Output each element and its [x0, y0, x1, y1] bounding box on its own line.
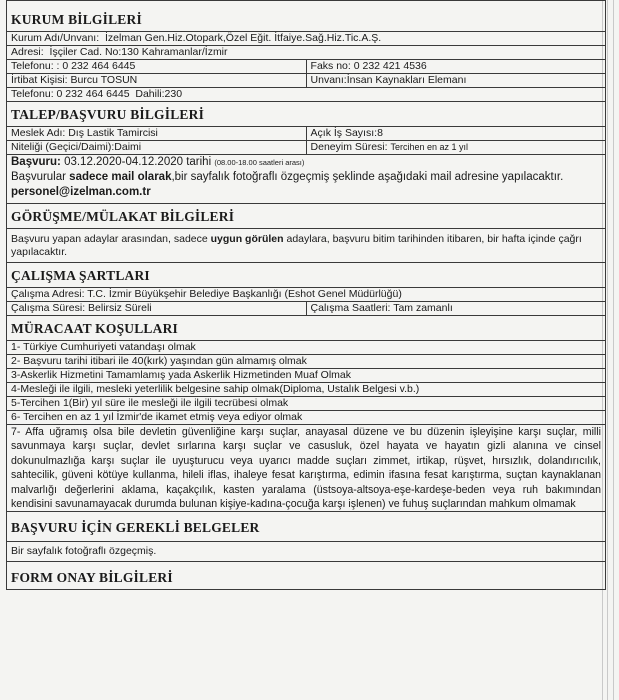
- list-item: [7, 369, 606, 383]
- list-item: [7, 397, 606, 411]
- meslek-value: Dış Lastik Tamircisi: [68, 127, 158, 139]
- field-label: Çalışma Süresi:: [11, 302, 86, 314]
- condition-item-3: 3-Askerlik Hizmetini Tamamlamış yada Askerlik Hizmetinden Muaf Olmak: [7, 369, 606, 383]
- deneyim-cell: [306, 141, 605, 155]
- kurum-adi-cell: [7, 32, 606, 46]
- adres-cell: [7, 46, 606, 60]
- condition-item-6: 6- Tercihen en az 1 yıl İzmir'de ikamet etmiş veya ediyor olmak: [7, 411, 606, 425]
- section-belgeler: [7, 512, 606, 542]
- telefon-value: 0 232 464 6445: [62, 60, 136, 72]
- unvan-cell: [306, 74, 605, 88]
- field-label: Açık İş Sayısı:: [310, 127, 378, 139]
- form-table: [6, 0, 606, 590]
- field-label: Adresi:: [11, 46, 44, 58]
- belgeler-text: Bir sayfalık fotoğraflı özgeçmiş.: [7, 542, 606, 562]
- instruction-emphasis: sadece mail olarak: [69, 171, 172, 183]
- row-adres: [7, 46, 606, 60]
- calisma-adres-value: T.C. İzmir Büyükşehir Belediye Başkanlığı (Eshot Genel Müdürlüğü): [87, 288, 402, 300]
- list-item: [7, 411, 606, 425]
- section-heading: KURUM BİLGİLERİ: [7, 1, 606, 32]
- field-label: Çalışma Adresi:: [11, 288, 85, 300]
- basvuru-cell: [7, 155, 606, 204]
- condition-item-2: 2- Başvuru tarihi itibari ile 40(kırk) yaşından gün almamış olmak: [7, 355, 606, 369]
- gorusme-text: [7, 229, 606, 263]
- calisma-adres-cell: [7, 288, 606, 302]
- instruction-text: ,bir sayfalık fotoğraflı özgeçmiş şeklinde aşağıdaki mail adresine yapılacaktır.: [171, 171, 564, 183]
- faks-cell: [306, 60, 605, 74]
- section-gorusme: [7, 204, 606, 229]
- calisma-saat-cell: [306, 302, 605, 316]
- field-label: Telefonu: :: [11, 60, 60, 72]
- section-calisma: [7, 263, 606, 288]
- row-telefon2: [7, 88, 606, 102]
- list-item: [7, 383, 606, 397]
- field-label: Çalışma Saatleri:: [310, 302, 391, 314]
- row-telefon-faks: [7, 60, 606, 74]
- acik-is-cell: [306, 127, 605, 141]
- telefon-cell: [7, 60, 307, 74]
- condition-item-1: 1- Türkiye Cumhuriyeti vatandaşı olmak: [7, 341, 606, 355]
- field-label: Meslek Adı:: [11, 127, 66, 139]
- job-posting-form: [6, 0, 606, 590]
- telefon2-cell: [7, 88, 606, 102]
- irtibat-value: Burcu TOSUN: [70, 74, 138, 86]
- basvuru-date-line: [11, 155, 601, 170]
- section-heading: FORM ONAY BİLGİLERİ: [7, 562, 606, 590]
- row-kurum-adi: [7, 32, 606, 46]
- irtibat-cell: [7, 74, 307, 88]
- section-muracaat: [7, 316, 606, 341]
- row-gorusme: [7, 229, 606, 263]
- nitelik-value: Daimi: [114, 141, 142, 153]
- field-label: Deneyim Süresi:: [310, 141, 388, 153]
- row-meslek: [7, 127, 606, 141]
- field-label: Kurum Adı/Unvanı:: [11, 32, 100, 44]
- nitelik-cell: [7, 141, 307, 155]
- gorusme-text-part: adaylara, başvuru bitim tarihinden itibaren, bir hafta içinde çağrı yapılacaktır.: [11, 233, 582, 258]
- row-calisma-adres: [7, 288, 606, 302]
- calisma-sure-value: Belirsiz Süreli: [88, 302, 152, 314]
- basvuru-instruction: [11, 170, 601, 185]
- basvuru-date-value: 03.12.2020-04.12.2020 tarihi: [64, 156, 212, 168]
- row-nitelik: [7, 141, 606, 155]
- row-belgeler: [7, 542, 606, 562]
- condition-item-4: 4-Mesleği ile ilgili, mesleki yeterlilik belgesine sahip olmak(Diploma, Ustalık Belgesi v.b.): [7, 383, 606, 397]
- row-calisma-sure: [7, 302, 606, 316]
- calisma-sure-cell: [7, 302, 307, 316]
- gorusme-text-part: Başvuru yapan adaylar arasından, sadece: [11, 233, 208, 245]
- basvuru-hours: (08.00-18.00 saatleri arası): [214, 158, 305, 167]
- faks-value: 0 232 421 4536: [353, 60, 427, 72]
- list-item: [7, 425, 606, 512]
- field-label: Niteliği (Geçici/Daimi):: [11, 141, 115, 153]
- basvuru-label: Başvuru:: [11, 156, 61, 168]
- list-item: [7, 341, 606, 355]
- telefon2-value: 0 232 464 6445 Dahili:230: [56, 88, 183, 100]
- condition-item-7: 7- Affa uğramış olsa bile devletin güvenliğine karşı suçlar, anayasal düzene ve bu düzenin işleyişine karşı suçlar, milli savunmaya karşı suçlar, devlet sırlarına karşı suçlar ve casusluk, özel hayata ve hayatın gizli alanına ve cinsel dokunulmazlığa karşı suçlar ile uyuşturucu veya uyarıcı madde suçları zimmet, irtikap, rüşvet, hırsızlık, dolandırıcılık, sahtecilik, güveni kötüye kullanma, hileli iflas, ihaleye fesat karıştırma, edimin ifasına fesat karıştırma, suçtan kaynaklanan malvarlığı değerlerini aklama, kaçakçılık, kasten yaralama (üstsoya-altsoya-eşe-kardeşe-beden veya ruh bakımından kendisini savunamayacak durumda bulunan kişiye-kadına-çocuğa karşı işlenen) ve fuhuş suçlarından mahkum olmamak: [7, 425, 606, 512]
- deneyim-value: Tercihen en az 1 yıl: [390, 142, 469, 152]
- condition-item-5: 5-Tercihen 1(Bir) yıl süre ile mesleği ile ilgili tecrübesi olmak: [7, 397, 606, 411]
- calisma-saat-value: Tam zamanlı: [393, 302, 453, 314]
- section-heading: BAŞVURU İÇİN GEREKLİ BELGELER: [7, 512, 606, 542]
- instruction-text: Başvurular: [11, 171, 66, 183]
- scan-edge-line: [613, 0, 614, 700]
- field-label: Unvanı:: [310, 74, 347, 86]
- section-heading: GÖRÜŞME/MÜLAKAT BİLGİLERİ: [7, 204, 606, 229]
- meslek-cell: [7, 127, 307, 141]
- adres-value: İşçiler Cad. No:130 Kahramanlar/İzmir: [49, 46, 228, 58]
- acik-is-value: 8: [377, 127, 383, 139]
- gorusme-emphasis: uygun görülen: [210, 233, 284, 245]
- contact-email[interactable]: personel@izelman.com.tr: [11, 186, 151, 198]
- field-label: İrtibat Kişisi:: [11, 74, 68, 86]
- unvan-value: İnsan Kaynakları Elemanı: [346, 74, 467, 86]
- section-heading: MÜRACAAT KOŞULLARI: [7, 316, 606, 341]
- list-item: [7, 355, 606, 369]
- section-heading: ÇALIŞMA ŞARTLARI: [7, 263, 606, 288]
- row-irtibat: [7, 74, 606, 88]
- scan-edge-line: [607, 0, 608, 700]
- kurum-adi-value: İzelman Gen.Hiz.Otopark,Özel Eğit. İtfaiye.Sağ.Hiz.Tic.A.Ş.: [104, 32, 382, 44]
- field-label: Faks no:: [310, 60, 351, 72]
- section-form-onay: [7, 562, 606, 590]
- section-heading: TALEP/BAŞVURU BİLGİLERİ: [7, 102, 606, 127]
- section-kurum: [7, 1, 606, 32]
- row-basvuru: [7, 155, 606, 204]
- section-talep: [7, 102, 606, 127]
- field-label: Telefonu:: [11, 88, 54, 100]
